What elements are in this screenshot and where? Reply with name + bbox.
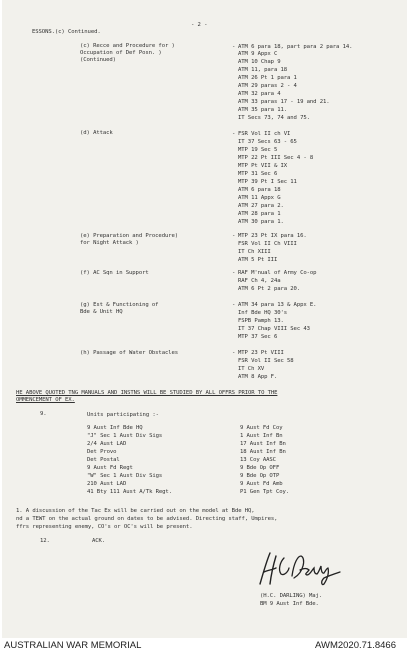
para-11-line-2: nd a TEWT on the actual ground on dates to be advised. Directing staff, Umpires, <box>16 516 278 522</box>
lesson-g-ref: IT 37 Chap VIII Sec 43 <box>238 326 310 332</box>
lesson-d-ref: MTP 22 Pt III Sec 4 - 8 <box>238 155 314 161</box>
lesson-d-ref: MTP 31 Sec 6 <box>238 171 278 177</box>
lesson-e-ref: ATM 5 Pt III <box>238 257 278 263</box>
ref-dash: - <box>232 350 236 356</box>
lesson-f-ref: ATM 6 Pt 2 para 20. <box>238 286 301 292</box>
unit-left: 41 Bty 111 Aust A/Tk Regt. <box>87 489 172 495</box>
lesson-g-topic-2: Bde & Unit HQ <box>80 309 123 315</box>
para-11-line-1: 1. A discussion of the Tac Ex will be carried out on the model at Bde HQ, <box>16 508 255 514</box>
lesson-c-ref: ATM 35 para 11. <box>238 107 288 113</box>
lesson-d-ref: ATM 11 Appx G <box>238 195 281 201</box>
lesson-h-ref: ATM 8 App F. <box>238 374 278 380</box>
lesson-c-topic-2: Occupation of Def Posn. ) <box>80 50 162 56</box>
unit-right: 9 Aust Fd Coy <box>240 425 283 431</box>
lesson-d-ref: IT 37 Secs 63 - 65 <box>238 139 297 145</box>
lesson-h-ref: IT Ch XV <box>238 366 265 372</box>
lesson-e-topic-1: (e) Preparation and Procedure) <box>80 233 179 239</box>
ref-dash: - <box>232 302 236 308</box>
unit-right: 9 Bde Op OTP <box>240 473 280 479</box>
lesson-c-ref: IT Secs 73, 74 and 75. <box>238 115 310 121</box>
lesson-e-ref: FSR Vol II Ch VIII <box>238 241 297 247</box>
lesson-c-ref: ATM 6 para 18, part para 2 para 14. <box>238 44 353 50</box>
ref-dash: - <box>232 233 236 239</box>
lesson-g-ref: ATM 34 para 13 & Appx E. <box>238 302 317 308</box>
lesson-c-topic-3: (Continued) <box>80 57 116 63</box>
lesson-g-topic-1: (g) Est & Functioning of <box>80 302 159 308</box>
lesson-f-ref: RAF M'nual of Army Co-op <box>238 270 317 276</box>
unit-right: 17 Aust Inf Bn <box>240 441 286 447</box>
unit-left: 9 Aust Fd Regt <box>87 465 133 471</box>
document-page <box>2 0 407 638</box>
section-heading: ESSONS.(c) Continued. <box>32 29 101 35</box>
unit-left: 2/4 Aust LAD <box>87 441 127 447</box>
lesson-g-ref: FSPB Pamph 13. <box>238 318 284 324</box>
lesson-c-ref: ATM 11, para 18 <box>238 67 288 73</box>
unit-left: Det Provo <box>87 449 117 455</box>
lesson-g-ref: MTP 37 Sec 6 <box>238 334 278 340</box>
lesson-d-ref: ATM 6 para 18 <box>238 187 281 193</box>
unit-left: 9 Aust Inf Bde HQ <box>87 425 143 431</box>
unit-right: 13 Coy AASC <box>240 457 276 463</box>
lesson-f-ref: RAF Ch 4, 24a <box>238 278 281 284</box>
lesson-c-ref: ATM 9 Appx C <box>238 51 278 57</box>
unit-right: 1 Aust Inf Bn <box>240 433 283 439</box>
lesson-c-ref: ATM 26 Pt 1 para 1 <box>238 75 297 81</box>
para-11-line-3: ffrs representing enemy, CO's or OC's will be present. <box>16 524 193 530</box>
unit-left: 210 Aust LAD <box>87 481 127 487</box>
lesson-c-ref: ATM 32 para 4 <box>238 91 281 97</box>
unit-left: Det Postal <box>87 457 120 463</box>
lesson-d-ref: MTP 39 Pt I Sec 11 <box>238 179 297 185</box>
lesson-c-ref: ATM 33 paras 17 - 19 and 21. <box>238 99 330 105</box>
page-number: - 2 - <box>191 22 208 28</box>
ref-dash: - <box>232 44 236 50</box>
para-12-number: 12. <box>40 538 50 544</box>
study-note-line-1: HE ABOVE QUOTED TNG MANUALS AND INSTNS WILL BE STUDIED BY ALL OFFRS PRIOR TO THE <box>16 390 278 396</box>
archive-label: AUSTRALIAN WAR MEMORIAL <box>4 640 142 651</box>
ref-dash: - <box>232 131 236 137</box>
lesson-c-ref: ATM 29 paras 2 - 4 <box>238 83 297 89</box>
lesson-e-topic-2: for Night Attack ) <box>80 240 139 246</box>
signature-name: (H.C. DARLING) Maj. <box>260 593 323 599</box>
accession-number: AWM2020.71.8466 <box>315 640 396 651</box>
lesson-c-ref: ATM 10 Chap 9 <box>238 59 281 65</box>
lesson-h-topic: (h) Passage of Water Obstacles <box>80 350 179 356</box>
lesson-h-ref: FSR Vol II Sec 58 <box>238 358 294 364</box>
archive-footer <box>0 638 409 653</box>
unit-right: 9 Aust Fd Amb <box>240 481 283 487</box>
unit-right: P1 Gen Tpt Coy. <box>240 489 290 495</box>
lesson-d-ref: ATM 27 para 2. <box>238 203 284 209</box>
lesson-d-ref: MTP 19 Sec 5 <box>238 147 278 153</box>
lesson-d-ref: ATM 28 para 1 <box>238 211 281 217</box>
study-note-line-2: OMMENCEMENT OF EX. <box>16 397 75 403</box>
lesson-e-ref: IT Ch XIII <box>238 249 271 255</box>
lesson-c-topic-1: (c) Recce and Procedure for ) <box>80 43 175 49</box>
lesson-f-topic: (f) AC Sqn in Support <box>80 270 149 276</box>
lesson-h-ref: MTP 23 Pt VIII <box>238 350 284 356</box>
lesson-d-ref: FSR Vol II ch VI <box>238 131 291 137</box>
ref-dash: - <box>232 270 236 276</box>
units-heading: Units participating :- <box>87 412 159 418</box>
unit-right: 9 Bde Op OFF <box>240 465 280 471</box>
unit-right: 18 Aust Inf Bn <box>240 449 286 455</box>
lesson-g-ref: Inf Bde HQ 30's <box>238 310 288 316</box>
handwritten-signature <box>254 548 344 590</box>
lesson-e-ref: MTP 23 Pt IX para 16. <box>238 233 307 239</box>
unit-left: "W" Sec 1 Aust Div Sigs <box>87 473 163 479</box>
para-12-text: ACK. <box>92 538 106 544</box>
units-para-number: 9. <box>40 411 47 417</box>
unit-left: "J" Sec 1 Aust Div Sigs <box>87 433 163 439</box>
lesson-d-topic: (d) Attack <box>80 130 113 136</box>
signature-appointment: BM 9 Aust Inf Bde. <box>260 601 319 607</box>
lesson-d-ref: ATM 30 para 1. <box>238 219 284 225</box>
lesson-d-ref: MTP Pt VII & IX <box>238 163 288 169</box>
